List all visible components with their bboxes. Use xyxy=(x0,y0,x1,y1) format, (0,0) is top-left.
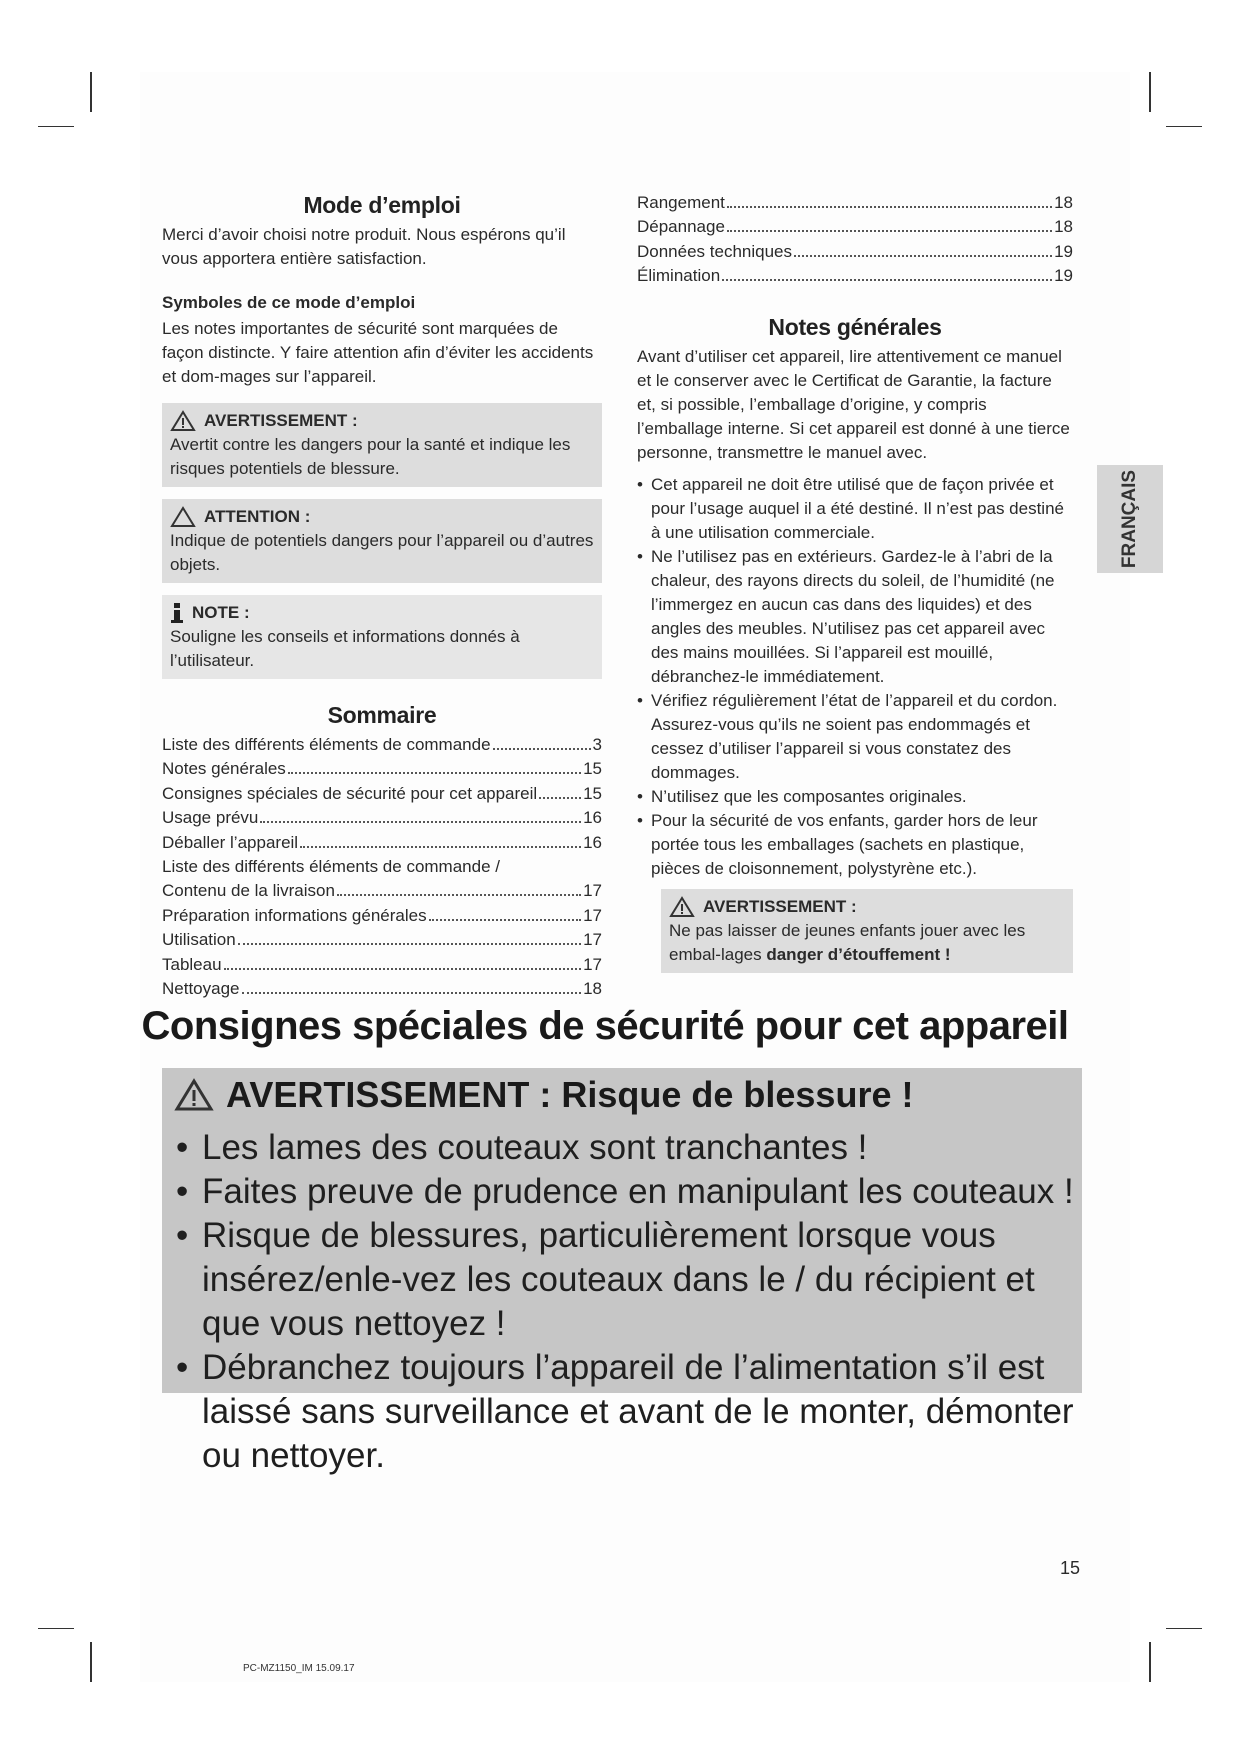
warning-title: AVERTISSEMENT : xyxy=(204,411,358,430)
warning-box xyxy=(162,403,602,487)
safety-warning-title: AVERTISSEMENT : Risque de blessure ! xyxy=(226,1074,914,1115)
language-tab xyxy=(1097,465,1163,573)
list-item: • Pour la sécurité de vos enfants, garder hors de leur portée tous les emballages (sachets en plastique, pièces de cloisonnement, polystyrène etc.). xyxy=(637,809,1073,881)
note-text: Souligne les conseils et informations donnés à l’utilisateur. xyxy=(170,627,520,670)
crop-mark xyxy=(90,1642,92,1682)
toc-item: Utilisation 17 xyxy=(162,930,602,950)
toc-item: Liste des différents éléments de commande / xyxy=(162,856,500,876)
list-item: • Faites preuve de prudence en manipulant les couteaux ! xyxy=(174,1170,1074,1214)
warning-title: AVERTISSEMENT : xyxy=(703,896,857,916)
general-notes-title: Notes générales xyxy=(768,313,942,340)
list-item: • Cet appareil ne doit être utilisé que de façon privée et pour l’usage auquel il a été destiné. Il n’est pas destiné à une utilisation commerciale. xyxy=(637,473,1073,545)
symbols-heading: Symboles de ce mode d’emploi xyxy=(162,293,416,312)
crop-mark xyxy=(1149,1642,1151,1682)
crop-mark xyxy=(1166,126,1202,127)
safety-title: Consignes spéciales de sécurité pour cet appareil xyxy=(141,1004,1069,1048)
list-item: • Les lames des couteaux sont tranchantes ! xyxy=(174,1126,1074,1170)
crop-mark xyxy=(38,1628,74,1629)
crop-mark xyxy=(38,126,74,127)
intro-text: Merci d’avoir choisi notre produit. Nous espérons qu’il vous apportera entière satisfaction. xyxy=(162,225,566,268)
toc-item: Rangement 18 xyxy=(637,193,1073,212)
note-title: NOTE : xyxy=(192,603,250,622)
list-item: • Débranchez toujours l’appareil de l’alimentation s’il est laissé sans surveillance et avant de le monter, démonter ou nettoyer. xyxy=(174,1346,1074,1478)
info-icon xyxy=(170,602,184,624)
page-number: 15 xyxy=(1060,1558,1081,1578)
note-box xyxy=(162,595,602,679)
language-tab-label: FRANÇAIS xyxy=(1119,469,1140,569)
toc-title: Sommaire xyxy=(327,702,437,728)
crop-mark xyxy=(1149,72,1151,112)
left-column xyxy=(162,193,602,1001)
footer-code: PC-MZ1150_IM 15.09.17 xyxy=(243,1663,355,1674)
toc-list-continued xyxy=(637,191,1073,289)
toc-item: Contenu de la livraison 17 xyxy=(162,881,602,901)
symbols-text: Les notes importantes de sécurité sont marquées de façon distincte. Y faire attention afin d’éviter les accidents et dom-mages sur l’appareil. xyxy=(162,319,594,386)
list-item: • N’utilisez que les composantes originales. xyxy=(637,785,1073,809)
toc-item: Déballer l’appareil 16 xyxy=(162,832,602,852)
warning-triangle-icon xyxy=(170,410,196,432)
warning-text: Avertit contre les dangers pour la santé et indique les risques potentiels de blessure. xyxy=(170,435,571,478)
warning-triangle-icon xyxy=(174,1078,214,1112)
attention-triangle-icon xyxy=(170,506,196,528)
attention-title: ATTENTION : xyxy=(204,507,311,526)
crop-mark xyxy=(90,72,92,112)
general-notes-list xyxy=(637,473,1073,881)
attention-text: Indique de potentiels dangers pour l’appareil ou d’autres objets. xyxy=(170,531,594,574)
safety-list xyxy=(174,1126,1074,1478)
general-notes-intro: Avant d’utiliser cet appareil, lire attentivement ce manuel et le conserver avec le Certificat de Garantie, la facture et, si possible, l’emballage d’origine, y compris l’emballage interne. Si cet appareil est donné à une tierce personne, transmettre le manuel avec. xyxy=(637,346,1070,462)
right-column xyxy=(637,191,1073,973)
toc-item: Notes générales 15 xyxy=(162,759,602,779)
toc-item: Données techniques 19 xyxy=(637,241,1073,261)
attention-box xyxy=(162,499,602,583)
toc-item: Liste des différents éléments de commande 3 xyxy=(162,735,602,754)
toc-list xyxy=(162,733,602,1001)
list-item: • Risque de blessures, particulièrement lorsque vous insérez/enle-vez les couteaux dans le / du récipient et que vous nettoyez ! xyxy=(174,1214,1074,1346)
toc-item: Dépannage 18 xyxy=(637,217,1073,237)
toc-item: Tableau 17 xyxy=(162,954,602,974)
list-item: • Ne l’utilisez pas en extérieurs. Gardez-le à l’abri de la chaleur, des rayons directs du soleil, de l’humidité (ne l’immergez en aucun cas dans des liquides) et des angles des meubles. N’utilisez pas cet appareil avec des mains mouillées. Si l’appareil est mouillé, débranchez-le immédiatement. xyxy=(637,545,1073,689)
safety-warning-box xyxy=(162,1068,1082,1475)
crop-mark xyxy=(1166,1628,1202,1629)
warning-triangle-icon xyxy=(669,896,695,918)
warning-text: Ne pas laisser de jeunes enfants jouer avec les embal-lages danger d’étouffement ! xyxy=(669,920,1026,964)
toc-item: Élimination 19 xyxy=(637,266,1073,286)
toc-item: Usage prévu 16 xyxy=(162,808,602,828)
manual-title: Mode d’emploi xyxy=(303,192,461,218)
toc-item: Nettoyage 18 xyxy=(162,978,602,998)
toc-item: Consignes spéciales de sécurité pour cet appareil 15 xyxy=(162,783,602,803)
toc-item: Préparation informations générales 17 xyxy=(162,905,602,925)
list-item: • Vérifiez régulièrement l’état de l’appareil et du cordon. Assurez-vous qu’ils ne soient pas endommagés et cessez d’utiliser l’appareil si vous constatez des dommages. xyxy=(637,689,1073,785)
packaging-warning-box xyxy=(661,889,1073,973)
